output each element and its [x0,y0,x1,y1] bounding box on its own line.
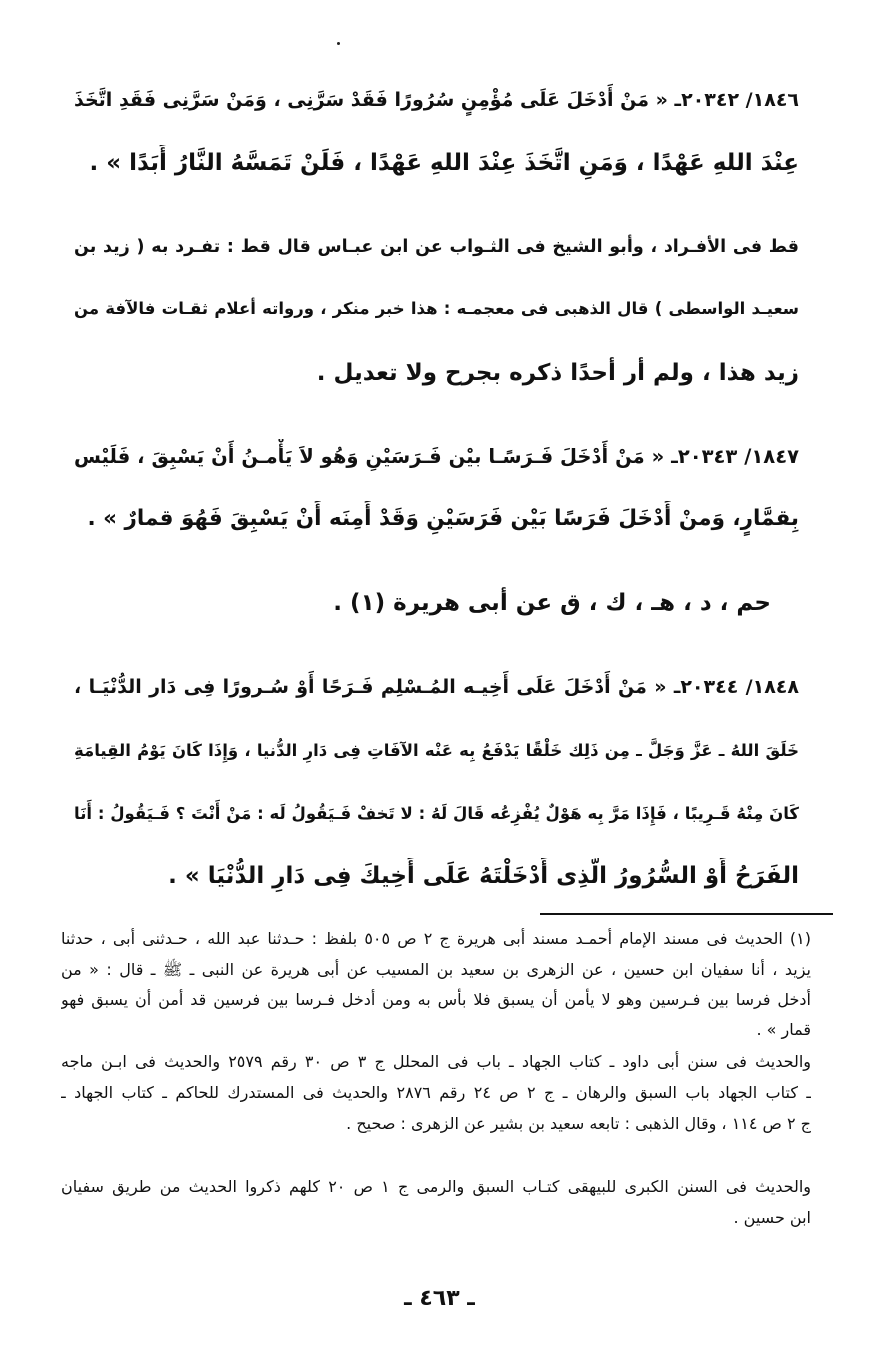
hadith-1846-line-2: عِنْدَ اللهِ عَهْدًا ، وَمَنِ اتَّخَذَ عِنْدَ اللهِ عَهْدًا ، فَلَنْ تَمَسَّهُ النَّارُ أَبَدًا » . [89,150,799,176]
commentary-line-1: قط فى الأفـراد ، وأبو الشيخ فى الثـواب عن ابن عبـاس قال قط : تفـرد به ( زيد بن [74,237,799,257]
hadith-1846-line-1: ١٨٤٦/ ٢٠٣٤٢ـ « مَنْ أَدْخَلَ عَلَى مُؤْمِنٍ سُرُورًا فَقَدْ سَرَّنِى ، وَمَنْ سَرَّنِى فَقَدِ اتَّخَذَ [74,89,799,111]
hadith-1847-line-2: بِقمَّارٍ، وَمنْ أَدْخَلَ فَرَسًا بَيْن فَرَسَيْنِ وَقَدْ أَمِنَه أَنْ يَسْبِقَ فَهُوَ قمارٌ » . [87,506,799,531]
footnote-line-2: يزيد ، أنا سفيان ابن حسين ، عن الزهرى بن سعيد بن المسيب عن أبى هريرة عن النبى ـ ﷺ ـ قال : « من [61,960,811,979]
commentary-line-3: زيد هذا ، ولم أر أحدًا ذكره بجرح ولا تعديل . [316,360,799,386]
footnote-line-3: أدخل فرسا بين فـرسين وهو لا يأمن أن يسبق فلا بأس به ومن أدخل فـرسا بين فرسين قد أمن أن يسبق فهو [61,990,811,1009]
footnote-line-5: والحديث فى سنن أبى داود ـ كتاب الجهاد ـ باب فى المحلل ج ٣ ص ٣٠ رقم ٢٥٧٩ والحديث فى ابـن ماجه [61,1052,811,1071]
footnote-line-1: (١) الحديث فى مسند الإمام أحمـد مسند أبى هريرة ج ٢ ص ٥٠٥ بلفظ : حـدثنا عبد الله ، حـدثنى أبى ، حدثنا [61,929,811,948]
commentary-line-2: سعيـد الواسطى ) قال الذهبى فى معجمـه : هذا خبر منكر ، ورواته أعلام ثقـات فالآفة من [74,299,799,318]
scan-speck [337,42,340,45]
hadith-1847-source: حم ، د ، هـ ، ك ، ق عن أبى هريرة (١) . [333,590,771,616]
footnote-line-6: ـ كتاب الجهاد باب السبق والرهان ـ ج ٢ ص ٢٤ رقم ٢٨٧٦ والحديث فى المستدرك للحاكم ـ كتاب الجهاد ـ [61,1083,811,1102]
footnote-line-8: والحديث فى السنن الكبرى للبيهقى كتـاب السبق والرمى ج ١ ص ٢٠ كلهم ذكروا الحديث من طريق سفيان [61,1177,811,1196]
hadith-1848-line-4: الفَرَحُ أَوْ السُّرُورُ الَّذِى أَدْخَلْتَهُ عَلَى أَخِيكَ فِى دَارِ الدُّنْيَا » . [168,863,799,889]
footnote-line-7: ج ٢ ص ١١٤ ، وقال الذهبى : تابعه سعيد بن بشير عن الزهرى : صحيح . [346,1114,811,1133]
hadith-1847-line-1: ١٨٤٧/ ٢٠٣٤٣ـ « مَنْ أَدْخَلَ فَـرَسًـا بيْن فَـرَسَيْنِ وَهُو لاَ يَأْمـنُ أَنْ يَسْبِقَ ، فَلَيْس [74,445,799,468]
footnote-line-4: قمار » . [756,1020,811,1039]
footnote-line-9: ابن حسين . [733,1208,811,1227]
hadith-1848-line-3: كَانَ مِنْهُ قَـرِيبًا ، فَإِذَا مَرَّ بِه هَوْلٌ يُفْزِعُه قَالَ لَهُ : لا تَخفْ فَـيَقُولُ لَه : مَنْ أَنْتَ ؟ فَـيَقُولُ : أَنَا [74,804,799,823]
footnote-separator [540,913,833,915]
hadith-1848-line-2: خَلَقَ اللهُ ـ عَزَّ وَجَلَّ ـ مِن ذَلِك خَلْقًا يَدْفَعُ بِه عَنْه الآفَاتِ فِى دَارِ الدُّنيا ، وَإِذَا كَانَ يَوْمُ القِيامَةِ [74,741,799,760]
page-number: ـ ٤٦٣ ـ [404,1286,475,1311]
hadith-1848-line-1: ١٨٤٨/ ٢٠٣٤٤ـ « مَنْ أَدْخَلَ عَلَى أَخِيـه المُـسْلِم فَـرَحًا أَوْ سُـرورًا فِى دَار الدُّنْيَـا ، [74,676,799,698]
